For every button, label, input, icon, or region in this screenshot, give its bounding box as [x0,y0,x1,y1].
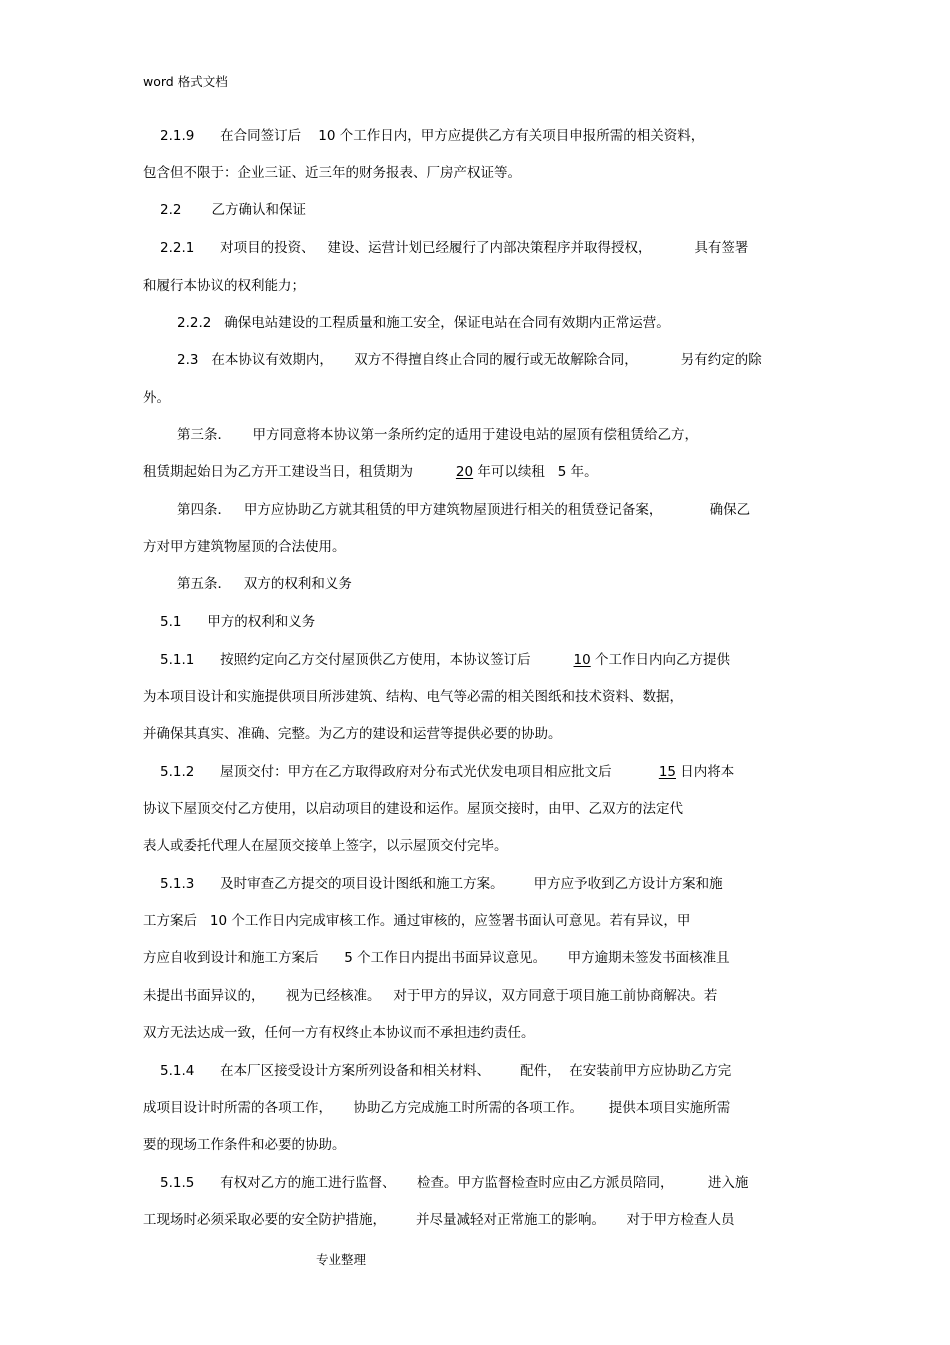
body-line: 为本项目设计和实施提供项目所涉建筑、结构、电气等必需的相关图纸和技术资料、数据， [143,689,683,705]
body-line: 方对甲方建筑物屋顶的合法使用。 [143,539,346,555]
clause-5-1-1-text-end: 个工作日内向乙方提供 [590,652,730,668]
article-4: 第四条． 甲方应协助乙方就其租赁的甲方建筑物屋顶进行相关的租赁登记备案， 确保乙 [177,502,751,518]
body-line: 未提出书面异议的， 视为已经核准。 对于甲方的异议，双方同意于项目施工前协商解决。若 [143,988,718,1004]
body-line: 和履行本协议的权利能力； [143,278,305,294]
clause-5-1-5: 5.1.5 有权对乙方的施工进行监督、 检查。甲方监督检查时应由乙方派员陪同， 进入施 [160,1175,749,1191]
body-line: 成项目设计时所需的各项工作， 协助乙方完成施工时所需的各项工作。 提供本项目实施所需 [143,1100,731,1116]
days-value: 15 [658,764,676,780]
clause-5-1-2-text: 5.1.2 屋顶交付：甲方在乙方取得政府对分布式光伏发电项目相应批文后 [160,764,659,780]
body-line: 方应自收到设计和施工方案后 5 个工作日内提出书面异议意见。 甲方逾期未签发书面核准且 [143,950,730,966]
clause-5-1-2 [160,762,734,782]
lease-term-text-end: 年可以续租 5 年。 [473,464,598,480]
body-line: 包含但不限于：企业三证、近三年的财务报表、厂房产权证等。 [143,165,521,181]
clause-5-1-1 [160,650,730,670]
body-line: 协议下屋顶交付乙方使用，以启动项目的建设和运作。屋顶交接时，由甲、乙双方的法定代 [143,801,683,817]
body-line: 表人或委托代理人在屋顶交接单上签字，以示屋顶交付完毕。 [143,838,508,854]
body-line: 外。 [143,390,170,406]
clause-2-2-1: 2.2.1 对项目的投资、 建设、运营计划已经履行了内部决策程序并取得授权， 具有签署 [160,240,749,256]
lease-term-line [143,462,598,482]
clause-2-2-2: 2.2.2 确保电站建设的工程质量和施工安全，保证电站在合同有效期内正常运营。 [177,315,670,331]
body-line: 工现场时必须采取必要的安全防护措施， 并尽量减轻对正常施工的影响。 对于甲方检查人员 [143,1212,735,1228]
clause-5-1-3: 5.1.3 及时审查乙方提交的项目设计图纸和施工方案。 甲方应予收到乙方设计方案和施 [160,876,723,892]
article-3: 第三条． 甲方同意将本协议第一条所约定的适用于建设电站的屋顶有偿租赁给乙方， [177,427,698,443]
body-line: 并确保其真实、准确、完整。为乙方的建设和运营等提供必要的协助。 [143,726,562,742]
clause-2-1-9: 2.1.9 在合同签订后 10 个工作日内，甲方应提供乙方有关项目申报所需的相关资料， [160,128,705,144]
body-line: 要的现场工作条件和必要的协助。 [143,1137,346,1153]
page-header: word 格式文档 [143,74,228,89]
clause-2-3: 2.3 在本协议有效期内， 双方不得擅自终止合同的履行或无故解除合同， 另有约定的除 [177,352,762,368]
body-line: 工方案后 10 个工作日内完成审核工作。通过审核的，应签署书面认可意见。若有异议，甲 [143,913,691,929]
section-2-2-heading: 2.2 乙方确认和保证 [160,202,307,218]
clause-5-1-1-text: 5.1.1 按照约定向乙方交付屋顶供乙方使用，本协议签订后 [160,652,574,668]
lease-years-value: 20 [455,464,474,480]
article-5: 第五条． 双方的权利和义务 [177,576,352,592]
section-5-1-heading: 5.1 甲方的权利和义务 [160,614,316,630]
clause-5-1-2-text-end: 日内将本 [676,764,735,780]
body-line: 双方无法达成一致，任何一方有权终止本协议而不承担违约责任。 [143,1025,535,1041]
lease-term-text: 租赁期起始日为乙方开工建设当日，租赁期为 [143,464,456,480]
page-footer: 专业整理 [316,1252,367,1267]
clause-5-1-4: 5.1.4 在本厂区接受设计方案所列设备和相关材料、 配件， 在安装前甲方应协助乙方完 [160,1063,732,1079]
workdays-value: 10 [573,652,591,668]
